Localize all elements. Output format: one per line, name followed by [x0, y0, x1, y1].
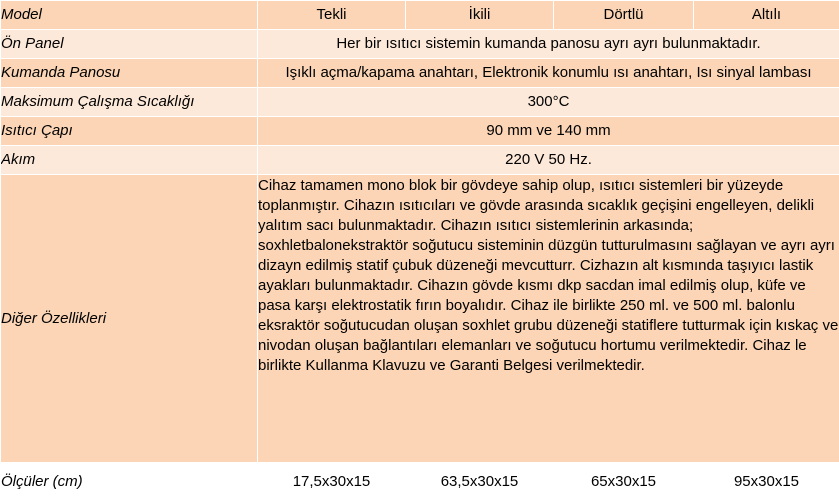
on-panel-row [1, 30, 839, 59]
kumanda-value: Işıklı açma/kapama anahtarı, Elektronik konumlu ısı anahtarı, Isı sinyal lambası [258, 59, 839, 88]
model-altili: Altılı [694, 1, 839, 30]
header-row [1, 1, 839, 30]
olculer-row [1, 463, 839, 501]
olculer-altili: 95x30x15 [694, 463, 839, 501]
on-panel-label: Ön Panel [1, 30, 258, 59]
diger-label: Diğer Özellikleri [1, 175, 258, 463]
akim-row [1, 146, 839, 175]
akim-value: 220 V 50 Hz. [258, 146, 839, 175]
kumanda-row [1, 59, 839, 88]
akim-label: Akım [1, 146, 258, 175]
diger-row [1, 175, 839, 463]
cap-value: 90 mm ve 140 mm [258, 117, 839, 146]
model-label: Model [1, 1, 258, 30]
cap-row [1, 117, 839, 146]
olculer-label: Ölçüler (cm) [1, 463, 258, 501]
model-tekli: Tekli [258, 1, 406, 30]
sicaklik-row [1, 88, 839, 117]
model-dortlu: Dörtlü [554, 1, 694, 30]
sicaklik-value: 300°C [258, 88, 839, 117]
olculer-ikili: 63,5x30x15 [406, 463, 554, 501]
cap-label: Isıtıcı Çapı [1, 117, 258, 146]
sicaklik-label: Maksimum Çalışma Sıcaklığı [1, 88, 258, 117]
on-panel-value: Her bir ısıtıcı sistemin kumanda panosu ayrı ayrı bulunmaktadır. [258, 30, 839, 59]
diger-value [258, 175, 839, 463]
model-ikili: İkili [406, 1, 554, 30]
diger-text: Cihaz tamamen mono blok bir gövdeye sahip olup, ısıtıcı sistemleri bir yüzeyde toplanmıştır. Cihazın ısıtıcıları ve gövde arasında sıcaklık geçişini engelleyen, delikli yalıtım sacı bulunmaktadır. Cihazın ısıtıcı sistemlerinin arkasında; soxhletbalonekstraktör soğutucu sisteminin düzgün tutturulmasını sağlayan ve ayrı ayrı dizayn edilmiş statif çubuk düzeneği mevcutturr. Cizhazın alt kısmında taşıyıcı lastik ayakları bulunmaktadır. Cihazın gövde kısmı dkp sacdan imal edilmiş olup, küfe ve pasa karşı elektrostatik fırın boyalıdır. Cihaz ile birlikte 250 ml. ve 500 ml. balonlu eksraktör soğutucudan oluşan soxhlet grubu düzeneği statiflere tutturmak için kıskaç ve nivodan oluşan bağlantıları elemanları ve soğutucu hortumu verilmektedir. Cihaz le birlikte Kullanma Klavuzu ve Garanti Belgesi verilmektedir. [258, 175, 839, 376]
olculer-dortlu: 65x30x15 [554, 463, 694, 501]
kumanda-label: Kumanda Panosu [1, 59, 258, 88]
olculer-tekli: 17,5x30x15 [258, 463, 406, 501]
